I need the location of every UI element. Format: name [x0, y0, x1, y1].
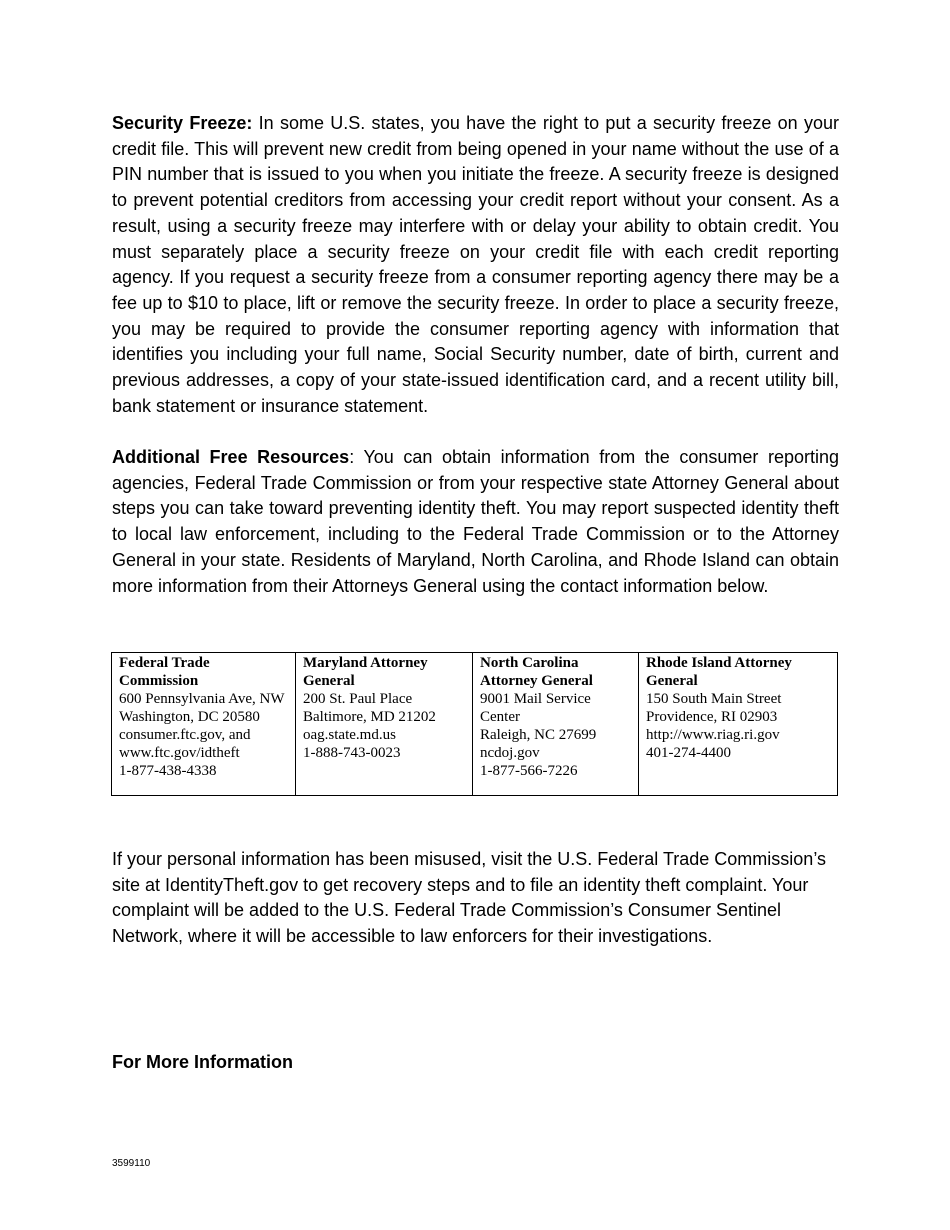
contact-address: 200 St. Paul Place [303, 691, 413, 707]
contact-phone: 1-877-566-7226 [480, 763, 578, 779]
contact-website: oag.state.md.us [303, 727, 396, 743]
contact-table-row [112, 653, 838, 796]
contact-address: 600 Pennsylvania Ave, NW [119, 691, 285, 707]
contact-table [111, 652, 838, 796]
contact-phone: 401-274-4400 [646, 745, 731, 761]
more-information-heading: For More Information [112, 1052, 293, 1072]
contact-title: Maryland Attorney General [303, 655, 428, 689]
contact-cell-rhode-island [639, 653, 838, 796]
document-number: 3599110 [112, 1158, 151, 1169]
contact-city: Baltimore, MD 21202 [303, 709, 436, 725]
contact-address: 9001 Mail Service Center [480, 691, 591, 725]
contact-cell-maryland [296, 653, 473, 796]
contact-title: Rhode Island Attorney General [646, 655, 792, 689]
contact-address: 150 South Main Street [646, 691, 782, 707]
contact-website: ncdoj.gov [480, 745, 540, 761]
contact-website: consumer.ftc.gov, and www.ftc.gov/idtheft [119, 727, 251, 761]
contact-phone: 1-888-743-0023 [303, 745, 401, 761]
contact-cell-ftc [112, 653, 296, 796]
security-freeze-body: In some U.S. states, you have the right to put a security freeze on your credit file. This will prevent new credit from being opened in your name without the use of a PIN number that is issued to you when you initiate the freeze. A security freeze is designed to prevent potential creditors from accessing your credit report without your consent. As a result, using a security freeze may interfere with or delay your ability to obtain credit. You must separately place a security freeze on your credit file with each credit reporting agency. If you request a security freeze from a consumer reporting agency there may be a fee up to $10 to place, lift or remove the security freeze. In order to place a security freeze, you may be required to provide the consumer reporting agency with information that identifies you including your full name, Social Security number, date of birth, current and previous addresses, a copy of your state-issued identification card, and a recent utility bill, bank statement or insurance statement. [112, 113, 839, 416]
contact-phone: 1-877-438-4338 [119, 763, 217, 779]
contact-website: http://www.riag.ri.gov [646, 727, 780, 743]
contact-title: Federal Trade Commission [119, 655, 210, 689]
contact-city: Washington, DC 20580 [119, 709, 260, 725]
security-freeze-paragraph [112, 111, 839, 419]
additional-resources-body: : You can obtain information from the consumer reporting agencies, Federal Trade Commission or from your respective state Attorney General about steps you can take toward preventing identity theft. You may report suspected identity theft to local law enforcement, including to the Federal Trade Commission or to the Attorney General in your state. Residents of Maryland, North Carolina, and Rhode Island can obtain more information from their Attorneys General using the contact information below. [112, 447, 840, 596]
additional-resources-heading: Additional Free Resources [112, 447, 350, 467]
additional-resources-paragraph [112, 445, 839, 599]
security-freeze-heading: Security Freeze: [112, 113, 253, 133]
contact-title: North Carolina Attorney General [480, 655, 593, 689]
misused-information-paragraph: If your personal information has been misused, visit the U.S. Federal Trade Commission’s site at IdentityTheft.gov to get recovery steps and to file an identity theft complaint. Your complaint will be added to the U.S. Federal Trade Commission’s Consumer Sentinel Network, where it will be accessible to law enforcers for their investigations. [112, 849, 826, 947]
contact-cell-north-carolina [473, 653, 639, 796]
contact-city: Providence, RI 02903 [646, 709, 778, 725]
contact-city: Raleigh, NC 27699 [480, 727, 597, 743]
